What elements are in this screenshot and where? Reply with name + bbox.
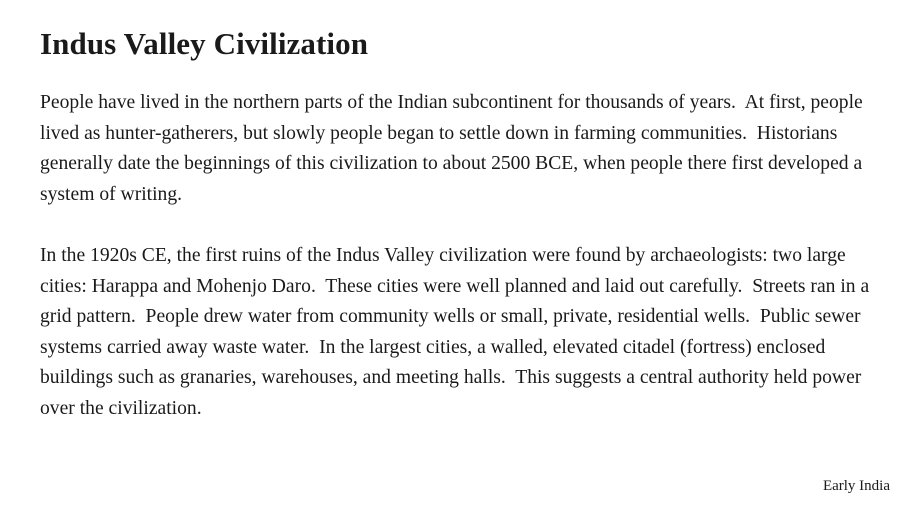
slide-title: Indus Valley Civilization [40, 26, 369, 61]
slide-body [40, 88, 875, 425]
paragraph-2: In the 1920s CE, the first ruins of the Indus Valley civilization were found by archaeologists: two large cities: Harappa and Mohenjo Daro. These cities were well planned and laid out carefully. Streets ran in a grid pattern. People drew water from community wells or small, private, residential wells. Public sewer systems carried away waste water. In the largest cities, a walled, elevated citadel (fortress) enclosed buildings such as granaries, warehouses, and meeting halls. This suggests a central authority held power over the civilization. [40, 244, 875, 419]
slide-footer: Early India [822, 478, 890, 494]
paragraph-1: People have lived in the northern parts of the Indian subcontinent for thousands of years. At first, people lived as hunter-gatherers, but slowly people began to settle down in farming communities. Historians generally date the beginnings of this civilization to about 2500 BCE, when people there first developed a system of writing. [40, 92, 868, 205]
